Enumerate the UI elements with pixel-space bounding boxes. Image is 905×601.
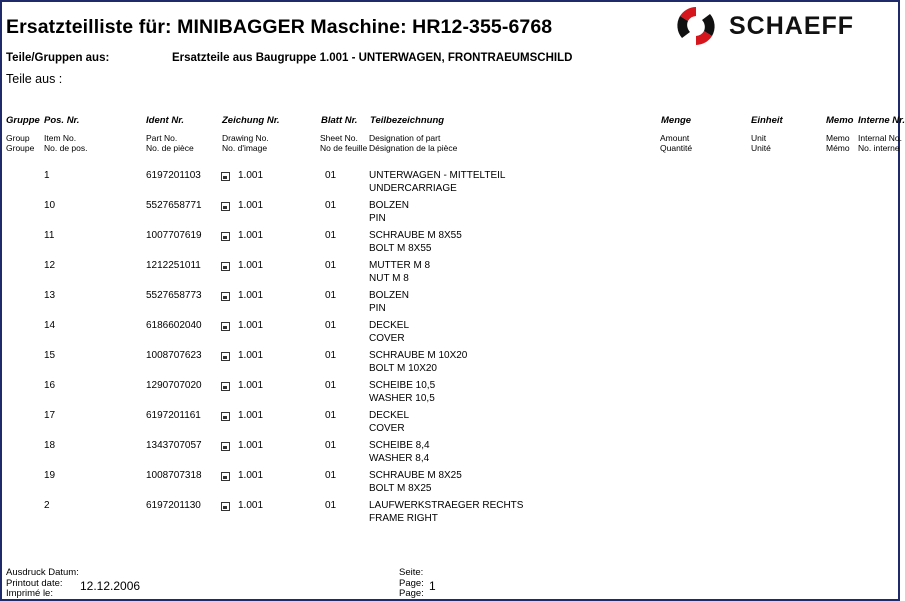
drawing-number: 1.001: [238, 410, 264, 421]
table-row[interactable]: [2, 410, 898, 440]
drawing-cell[interactable]: [221, 290, 263, 302]
col-subheader-qty: Amount Quantité: [660, 133, 693, 153]
page-number: 1: [429, 579, 436, 593]
excluded-parts-label: Teile aus :: [6, 72, 63, 86]
col-header-group: Gruppe: [6, 115, 40, 126]
part-number: 1008707623: [146, 350, 202, 361]
col-header-memo: Memo: [826, 115, 854, 126]
drawing-icon[interactable]: [221, 472, 230, 481]
sheet-number: 01: [325, 260, 337, 271]
drawing-cell[interactable]: [221, 500, 263, 512]
sheet-number: 01: [325, 440, 337, 451]
drawing-icon[interactable]: [221, 292, 230, 301]
drawing-number: 1.001: [238, 290, 264, 301]
table-row[interactable]: [2, 500, 898, 530]
part-number: 6197201103: [146, 170, 201, 181]
drawing-number: 1.001: [238, 500, 264, 511]
part-designation: DECKEL COVER: [369, 410, 410, 434]
table-row[interactable]: [2, 470, 898, 500]
drawing-cell[interactable]: [221, 230, 263, 242]
table-row[interactable]: [2, 260, 898, 290]
table-row[interactable]: [2, 320, 898, 350]
group-filter-label: Teile/Gruppen aus:: [6, 52, 110, 64]
col-header-desc: Teilbezeichnung: [370, 115, 445, 126]
part-designation: BOLZEN PIN: [369, 290, 410, 314]
table-row[interactable]: [2, 440, 898, 470]
drawing-cell[interactable]: [221, 320, 263, 332]
drawing-number: 1.001: [238, 350, 264, 361]
pos-number: 1: [44, 170, 50, 181]
table-row[interactable]: [2, 290, 898, 320]
drawing-number: 1.001: [238, 260, 264, 271]
col-subheader-pos: Item No. No. de pos.: [44, 133, 88, 153]
part-number: 1007707619: [146, 230, 202, 241]
part-designation: BOLZEN PIN: [369, 200, 410, 224]
drawing-number: 1.001: [238, 230, 264, 241]
part-designation: LAUFWERKSTRAEGER RECHTS FRAME RIGHT: [369, 500, 524, 524]
part-number: 1343707057: [146, 440, 202, 451]
drawing-cell[interactable]: [221, 410, 263, 422]
part-designation: SCHEIBE 10,5 WASHER 10,5: [369, 380, 436, 404]
pos-number: 10: [44, 200, 56, 211]
table-row[interactable]: [2, 350, 898, 380]
page-labels: Seite: Page: Page:: [399, 567, 424, 599]
table-row[interactable]: [2, 170, 898, 200]
pos-number: 19: [44, 470, 56, 481]
part-designation: MUTTER M 8 NUT M 8: [369, 260, 431, 284]
drawing-icon[interactable]: [221, 412, 230, 421]
pos-number: 15: [44, 350, 56, 361]
part-number: 6186602040: [146, 320, 202, 331]
col-subheader-memo: Memo Mémo: [826, 133, 850, 153]
col-header-ident: Ident Nr.: [146, 115, 185, 126]
col-subheader-ident: Part No. No. de pièce: [146, 133, 194, 153]
drawing-icon[interactable]: [221, 322, 230, 331]
drawing-number: 1.001: [238, 380, 264, 391]
table-row[interactable]: [2, 200, 898, 230]
pos-number: 11: [44, 230, 55, 241]
part-designation: DECKEL COVER: [369, 320, 410, 344]
col-subheader-internal: Internal No. No. interne: [858, 133, 902, 153]
drawing-number: 1.001: [238, 170, 264, 181]
table-row[interactable]: [2, 230, 898, 260]
sheet-number: 01: [325, 380, 337, 391]
col-header-sheet: Blatt Nr.: [321, 115, 358, 126]
drawing-icon[interactable]: [221, 382, 230, 391]
table-row[interactable]: [2, 380, 898, 410]
drawing-number: 1.001: [238, 200, 264, 211]
col-header-pos: Pos. Nr.: [44, 115, 80, 126]
sheet-number: 01: [325, 410, 337, 421]
parts-table: [2, 170, 898, 530]
drawing-cell[interactable]: [221, 350, 263, 362]
printout-date-labels: Ausdruck Datum: Printout date: Imprimé le:: [6, 567, 79, 599]
col-subheader-desc: Designation of part Désignation de la pièce: [369, 133, 458, 153]
col-subheader-unit: Unit Unité: [751, 133, 771, 153]
drawing-icon[interactable]: [221, 232, 230, 241]
schaeff-logo-icon: [674, 4, 718, 48]
page-title: Ersatzteilliste für: MINIBAGGER Maschine: HR12-355-6768: [6, 16, 553, 38]
pos-number: 16: [44, 380, 56, 391]
drawing-number: 1.001: [238, 440, 264, 451]
drawing-icon[interactable]: [221, 502, 230, 511]
part-designation: SCHRAUBE M 10X20 BOLT M 10X20: [369, 350, 468, 374]
part-number: 1290707020: [146, 380, 202, 391]
drawing-icon[interactable]: [221, 262, 230, 271]
part-number: 6197201161: [146, 410, 201, 421]
printout-date-value: 12.12.2006: [80, 579, 141, 593]
brand-name: SCHAEFF: [729, 12, 855, 40]
pos-number: 14: [44, 320, 56, 331]
drawing-icon[interactable]: [221, 352, 230, 361]
col-header-unit: Einheit: [751, 115, 783, 126]
part-number: 1008707318: [146, 470, 202, 481]
pos-number: 12: [44, 260, 56, 271]
drawing-icon[interactable]: [221, 442, 230, 451]
part-number: 5527658773: [146, 290, 202, 301]
brand-logo: [674, 4, 864, 48]
drawing-cell[interactable]: [221, 380, 263, 392]
sheet-number: 01: [325, 290, 337, 301]
sheet-number: 01: [325, 170, 337, 181]
pos-number: 18: [44, 440, 56, 451]
sheet-number: 01: [325, 320, 337, 331]
drawing-cell[interactable]: [221, 470, 263, 482]
drawing-number: 1.001: [238, 320, 264, 331]
pos-number: 2: [44, 500, 50, 511]
pos-number: 13: [44, 290, 56, 301]
part-number: 5527658771: [146, 200, 202, 211]
drawing-cell[interactable]: [221, 260, 263, 272]
col-header-drawing: Zeichung Nr.: [222, 115, 280, 126]
drawing-number: 1.001: [238, 470, 264, 481]
part-designation: UNTERWAGEN - MITTELTEIL UNDERCARRIAGE: [369, 170, 506, 194]
part-number: 6197201130: [146, 500, 201, 511]
col-header-qty: Menge: [661, 115, 692, 126]
sheet-number: 01: [325, 200, 337, 211]
sheet-number: 01: [325, 230, 337, 241]
col-subheader-drawing: Drawing No. No. d'image: [222, 133, 269, 153]
col-subheader-sheet: Sheet No. No de feuille: [320, 133, 368, 153]
col-subheader-group: Group Groupe: [6, 133, 35, 153]
part-number: 1212251011: [146, 260, 201, 271]
part-designation: SCHRAUBE M 8X25 BOLT M 8X25: [369, 470, 462, 494]
drawing-cell[interactable]: [221, 440, 263, 452]
sheet-number: 01: [325, 470, 337, 481]
drawing-cell[interactable]: [221, 200, 263, 212]
drawing-cell[interactable]: [221, 170, 263, 182]
part-designation: SCHEIBE 8,4 WASHER 8,4: [369, 440, 430, 464]
col-header-internal: Interne Nr.: [858, 115, 905, 126]
drawing-icon[interactable]: [221, 202, 230, 211]
drawing-icon[interactable]: [221, 172, 230, 181]
sheet-number: 01: [325, 350, 337, 361]
part-designation: SCHRAUBE M 8X55 BOLT M 8X55: [369, 230, 462, 254]
group-filter-value: Ersatzteile aus Baugruppe 1.001 - UNTERWAGEN, FRONTRAEUMSCHILD: [172, 52, 573, 64]
sheet-number: 01: [325, 500, 337, 511]
pos-number: 17: [44, 410, 56, 421]
